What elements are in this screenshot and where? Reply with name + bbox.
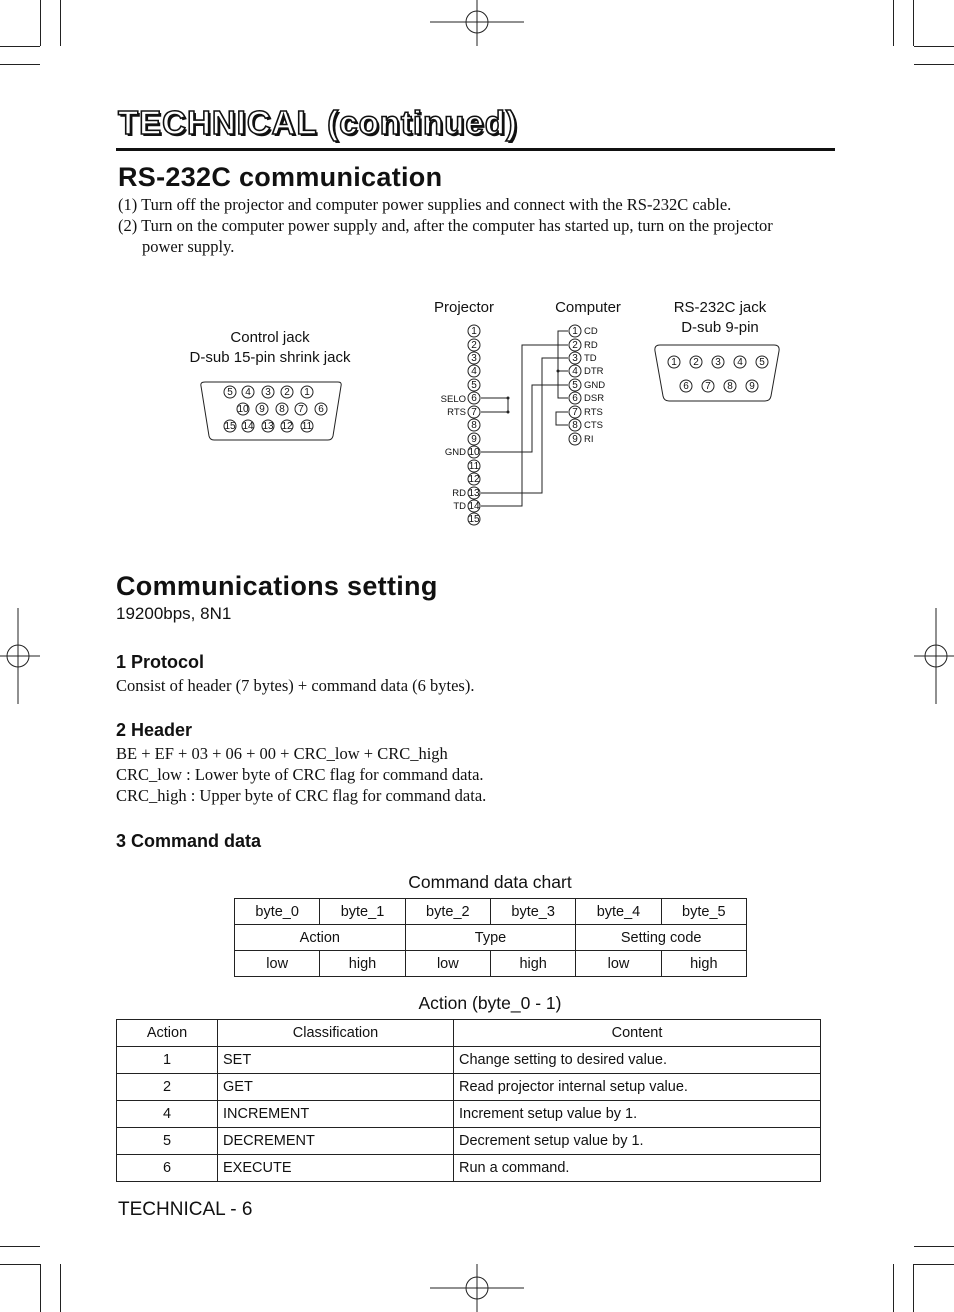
- jack15-pin: 9: [259, 404, 265, 415]
- table-row: [117, 1128, 821, 1155]
- header-line: CRC_low : Lower byte of CRC flag for command data.: [116, 765, 484, 784]
- table-cell: byte_2: [405, 899, 490, 925]
- projector-signal-label: TD: [453, 501, 466, 512]
- table-header: Action: [117, 1020, 218, 1047]
- computer-label: Computer: [555, 299, 621, 316]
- jack15-pin: 5: [227, 387, 233, 398]
- loop-rts-cts: [556, 412, 568, 425]
- table-cell: 4: [117, 1101, 218, 1128]
- table-row: [235, 899, 747, 925]
- projector-pin: 3: [471, 353, 477, 364]
- table-cell: low: [576, 951, 661, 977]
- table-row: [117, 1020, 821, 1047]
- rs232-jack-label: RS-232C jack: [673, 299, 767, 316]
- table-cell: Decrement setup value by 1.: [454, 1128, 821, 1155]
- computer-signal-label: GND: [584, 380, 606, 391]
- header-heading: 2 Header: [116, 720, 193, 740]
- table-cell: high: [490, 951, 575, 977]
- computer-signal-label: CTS: [584, 420, 603, 431]
- projector-pin: 8: [471, 420, 477, 431]
- table-row: [117, 1155, 821, 1182]
- table-cell: 6: [117, 1155, 218, 1182]
- table-cell: byte_3: [490, 899, 575, 925]
- rs232-step-2: (2) Turn on the computer power supply and, after the computer has started up, turn on the projector: [118, 216, 773, 235]
- table-cell: Setting code: [576, 925, 747, 951]
- wire-gnd: [481, 385, 568, 452]
- control-jack-label: Control jack: [230, 329, 310, 346]
- table-cell: Run a command.: [454, 1155, 821, 1182]
- projector-pin: 5: [471, 380, 477, 391]
- computer-pin: 2: [572, 340, 578, 351]
- projector-signal-label: SELO: [440, 394, 466, 405]
- loop-cd-dtr: [558, 331, 568, 371]
- table-cell: EXECUTE: [218, 1155, 454, 1182]
- table-cell: byte_5: [661, 899, 746, 925]
- computer-pin: 9: [572, 434, 578, 445]
- projector-pin: 10: [468, 447, 480, 458]
- action-table: [116, 1019, 821, 1182]
- computer-pin: 1: [572, 326, 578, 337]
- computer-signal-label: DTR: [584, 366, 604, 377]
- projector-pin: 6: [471, 393, 477, 404]
- table-cell: byte_1: [320, 899, 405, 925]
- projector-signal-label: RD: [452, 488, 466, 499]
- computer-signal-label: RI: [584, 434, 594, 445]
- page-title: TECHNICAL (continued): [118, 104, 518, 141]
- action-table-caption: Action (byte_0 - 1): [418, 993, 562, 1013]
- jack15-pin: 12: [281, 421, 293, 432]
- table-cell: low: [405, 951, 490, 977]
- table-cell: byte_4: [576, 899, 661, 925]
- computer-pin: 7: [572, 407, 578, 418]
- command-heading: 3 Command data: [116, 831, 262, 851]
- projector-pin: 9: [471, 434, 477, 445]
- rs232-step-1: (1) Turn off the projector and computer power supplies and connect with the RS-232C cable.: [118, 195, 732, 214]
- table-row: [117, 1101, 821, 1128]
- jack9-pin: 2: [693, 357, 699, 368]
- table-header: Classification: [218, 1020, 454, 1047]
- table-cell: Read projector internal setup value.: [454, 1074, 821, 1101]
- table-cell: Increment setup value by 1.: [454, 1101, 821, 1128]
- table-cell: SET: [218, 1047, 454, 1074]
- wires: [481, 331, 568, 506]
- projector-pin: 13: [468, 488, 480, 499]
- computer-signal-label: DSR: [584, 393, 605, 404]
- computer-signal-label: TD: [584, 353, 597, 364]
- projector-pin: 1: [471, 326, 477, 337]
- rs232-heading: RS-232C communication: [118, 162, 443, 192]
- jack15-pin: 3: [265, 387, 271, 398]
- table-row: [117, 1074, 821, 1101]
- jack9-pin: 8: [727, 381, 733, 392]
- projector-pin: 15: [468, 514, 480, 525]
- projector-pin: 14: [468, 501, 480, 512]
- table-cell: Change setting to desired value.: [454, 1047, 821, 1074]
- d-sub-9-outline: [655, 345, 779, 401]
- computer-signal-label: RTS: [584, 407, 603, 418]
- command-chart-caption: Command data chart: [408, 872, 572, 892]
- jack15-pin: 8: [279, 404, 285, 415]
- table-cell: DECREMENT: [218, 1128, 454, 1155]
- computer-pin: 6: [572, 393, 578, 404]
- projector-pin: 11: [468, 461, 480, 472]
- computer-signal-label: CD: [584, 326, 598, 337]
- table-header: Content: [454, 1020, 821, 1047]
- table-cell: 1: [117, 1047, 218, 1074]
- projector-pin: 4: [471, 366, 477, 377]
- jack9-pin: 3: [715, 357, 721, 368]
- computer-pin: 4: [572, 366, 578, 377]
- rs232-step-2-cont: power supply.: [142, 237, 235, 256]
- header-line: BE + EF + 03 + 06 + 00 + CRC_low + CRC_high: [116, 744, 448, 763]
- wire-rd-td: [481, 358, 568, 493]
- jack15-pin: 10: [237, 404, 249, 415]
- table-row: [117, 1047, 821, 1074]
- jack9-pin: 4: [737, 357, 743, 368]
- comm-heading: Communications setting: [116, 571, 438, 601]
- table-cell: Action: [235, 925, 406, 951]
- page-footer: TECHNICAL - 6: [118, 1199, 253, 1220]
- baud-rate: 19200bps, 8N1: [116, 604, 232, 623]
- projector-label: Projector: [433, 299, 495, 316]
- projector-signal-label: RTS: [447, 407, 466, 418]
- jack9-pin: 7: [705, 381, 711, 392]
- jack9-pin: 9: [749, 381, 755, 392]
- computer-signal-label: RD: [584, 340, 598, 351]
- control-jack-sublabel: D-sub 15-pin shrink jack: [189, 349, 351, 366]
- table-cell: INCREMENT: [218, 1101, 454, 1128]
- projector-pin: 12: [468, 474, 480, 485]
- table-cell: 5: [117, 1128, 218, 1155]
- jack15-pin: 1: [304, 387, 310, 398]
- projector-signal-label: GND: [444, 447, 466, 458]
- jack9-pin: 1: [671, 357, 677, 368]
- table-cell: high: [661, 951, 746, 977]
- jack15-pin: 4: [245, 387, 251, 398]
- jack15-pin: 11: [301, 421, 313, 432]
- rs232-jack-sublabel: D-sub 9-pin: [681, 319, 759, 336]
- computer-pin: 3: [572, 353, 578, 364]
- table-cell: 2: [117, 1074, 218, 1101]
- table-cell: byte_0: [235, 899, 320, 925]
- table-cell: Type: [405, 925, 576, 951]
- table-row: [235, 951, 747, 977]
- table-row: [235, 925, 747, 951]
- wire-selo-rts: [481, 398, 508, 412]
- jack15-pin: 2: [284, 387, 290, 398]
- jack15-pin: 6: [318, 404, 324, 415]
- table-cell: high: [320, 951, 405, 977]
- computer-pin: 8: [572, 420, 578, 431]
- jack15-pin: 14: [242, 421, 254, 432]
- projector-pin: 2: [471, 340, 477, 351]
- header-line: CRC_high : Upper byte of CRC flag for command data.: [116, 786, 487, 805]
- jack9-pin: 6: [683, 381, 689, 392]
- jack9-pin: 5: [759, 357, 765, 368]
- command-data-chart: [234, 898, 747, 977]
- jack15-pin: 15: [224, 421, 236, 432]
- jack15-pin: 13: [262, 421, 274, 432]
- computer-pin: 5: [572, 380, 578, 391]
- table-cell: GET: [218, 1074, 454, 1101]
- protocol-heading: 1 Protocol: [116, 652, 205, 672]
- protocol-text: Consist of header (7 bytes) + command data (6 bytes).: [116, 676, 475, 695]
- table-cell: low: [235, 951, 320, 977]
- jack15-pin: 7: [298, 404, 304, 415]
- projector-pin: 7: [471, 407, 477, 418]
- wire-td-rd: [481, 345, 568, 506]
